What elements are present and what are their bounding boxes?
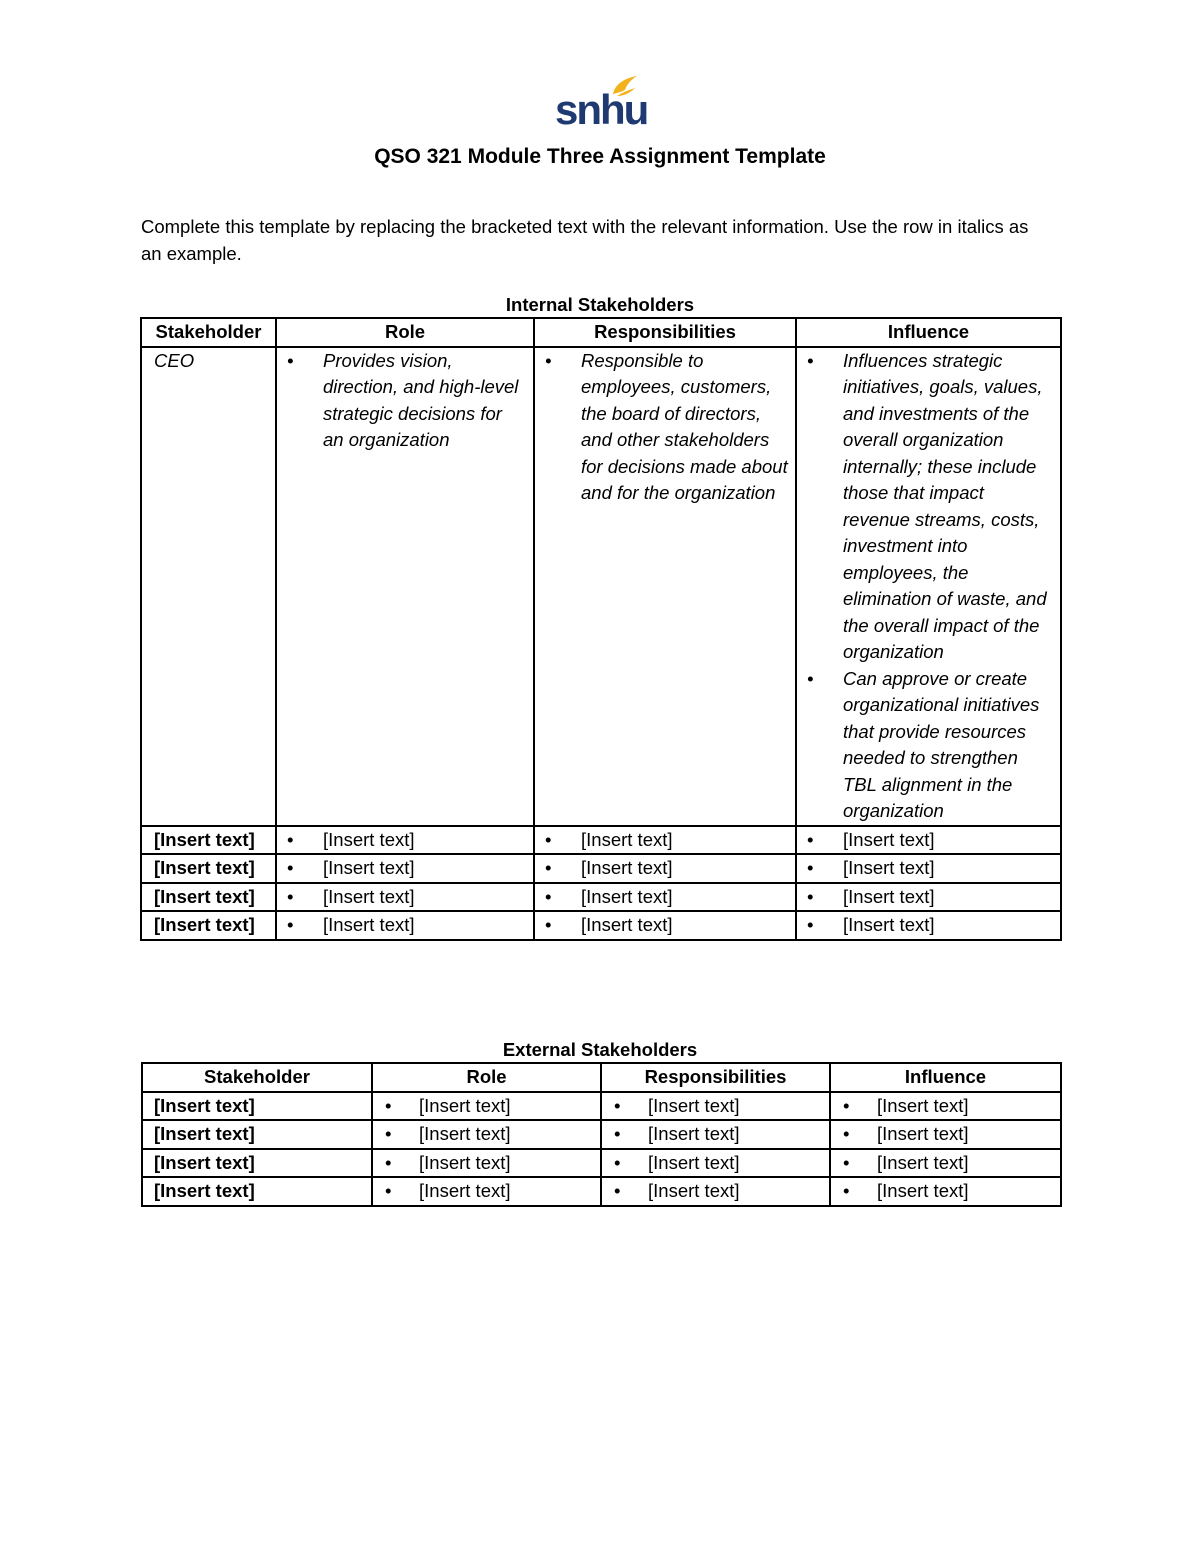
header-stakeholder: Stakeholder	[142, 1063, 372, 1092]
role-cell[interactable]	[276, 826, 534, 855]
example-responsibilities: Responsible to employees, customers, the board of directors, and other stakeholders for decisions made about and for the organization	[581, 349, 788, 503]
influence-text: [Insert text]	[843, 885, 935, 907]
influence-text: [Insert text]	[877, 1180, 969, 1201]
responsibilities-cell[interactable]	[534, 911, 796, 940]
header-influence: Influence	[796, 318, 1061, 347]
stakeholder-cell[interactable]: [Insert text]	[141, 854, 276, 883]
example-role-cell[interactable]	[276, 347, 534, 826]
external-table-caption: External Stakeholders	[502, 1039, 698, 1060]
bullet-icon: •	[843, 1180, 850, 1201]
influence-cell[interactable]	[830, 1149, 1061, 1178]
role-text: [Insert text]	[323, 857, 415, 878]
example-row	[141, 347, 1061, 826]
role-cell[interactable]	[276, 854, 534, 883]
stakeholder-cell[interactable]: [Insert text]	[141, 826, 276, 855]
bullet-icon: •	[614, 1094, 621, 1116]
influence-text: [Insert text]	[843, 914, 935, 935]
table-row	[141, 883, 1061, 912]
bullet-icon: •	[807, 914, 814, 935]
table-header-row	[142, 1063, 1061, 1092]
header-influence: Influence	[830, 1063, 1061, 1092]
table-row	[142, 1149, 1061, 1178]
table-row	[142, 1120, 1061, 1149]
internal-stakeholders-table	[140, 317, 1062, 941]
bullet-icon: •	[614, 1123, 621, 1144]
role-text: [Insert text]	[419, 1180, 511, 1201]
responsibilities-cell[interactable]	[534, 854, 796, 883]
role-cell[interactable]	[276, 883, 534, 912]
bullet-icon: •	[807, 828, 814, 850]
bullet-icon: •	[807, 885, 814, 907]
responsibilities-text: [Insert text]	[648, 1094, 740, 1116]
responsibilities-cell[interactable]	[601, 1177, 830, 1206]
header-role: Role	[372, 1063, 601, 1092]
bullet-icon: •	[614, 1180, 621, 1201]
bullet-icon: •	[287, 914, 294, 935]
bullet-icon: •	[385, 1094, 392, 1116]
role-text: [Insert text]	[323, 914, 415, 935]
influence-cell[interactable]	[796, 854, 1061, 883]
bullet-icon: •	[385, 1180, 392, 1201]
bullet-icon: •	[843, 1123, 850, 1144]
responsibilities-cell[interactable]	[601, 1149, 830, 1178]
header-responsibilities: Responsibilities	[534, 318, 796, 347]
responsibilities-text: [Insert text]	[581, 885, 673, 907]
responsibilities-cell[interactable]	[534, 826, 796, 855]
bullet-icon: •	[545, 857, 552, 878]
table-row	[141, 854, 1061, 883]
responsibilities-text: [Insert text]	[648, 1180, 740, 1201]
example-influence-cell[interactable]	[796, 347, 1061, 826]
example-influence-1: Influences strategic initiatives, goals, values, and investments of the overall organization internally; these include those that impact revenue streams, costs, investment into employees, the elimination of waste, and the overall impact of the organization	[843, 349, 1047, 662]
bullet-icon: •	[287, 885, 294, 907]
bullet-icon: •	[287, 349, 294, 371]
header-responsibilities: Responsibilities	[601, 1063, 830, 1092]
stakeholder-cell[interactable]: [Insert text]	[142, 1177, 372, 1206]
bullet-icon: •	[385, 1123, 392, 1144]
stakeholder-cell[interactable]: [Insert text]	[141, 883, 276, 912]
influence-cell[interactable]	[796, 883, 1061, 912]
influence-text: [Insert text]	[877, 1123, 969, 1144]
bullet-icon: •	[807, 349, 814, 371]
role-text: [Insert text]	[419, 1123, 511, 1144]
bullet-icon: •	[287, 828, 294, 850]
example-influence-2: Can approve or create organizational initiatives that provide resources needed to strengthen TBL alignment in the organization	[843, 667, 1040, 821]
role-text: [Insert text]	[419, 1094, 511, 1116]
bullet-icon: •	[287, 857, 294, 878]
influence-cell[interactable]	[796, 911, 1061, 940]
influence-text: [Insert text]	[843, 828, 935, 850]
snhu-logo	[555, 72, 648, 134]
table-row	[141, 911, 1061, 940]
stakeholder-cell[interactable]: [Insert text]	[141, 911, 276, 940]
bullet-icon: •	[545, 828, 552, 850]
role-cell[interactable]	[372, 1120, 601, 1149]
table-header-row	[141, 318, 1061, 347]
table-row	[142, 1177, 1061, 1206]
responsibilities-text: [Insert text]	[581, 914, 673, 935]
table-row	[142, 1092, 1061, 1121]
bullet-icon: •	[807, 667, 814, 689]
influence-cell[interactable]	[796, 826, 1061, 855]
header-role: Role	[276, 318, 534, 347]
external-stakeholders-table	[141, 1062, 1062, 1207]
influence-text: [Insert text]	[877, 1151, 969, 1173]
stakeholder-cell[interactable]: [Insert text]	[142, 1120, 372, 1149]
bullet-icon: •	[614, 1151, 621, 1173]
logo-wordmark: snhu	[555, 86, 648, 133]
bullet-icon: •	[843, 1094, 850, 1116]
influence-text: [Insert text]	[877, 1094, 969, 1116]
responsibilities-cell[interactable]	[601, 1120, 830, 1149]
page-title: QSO 321 Module Three Assignment Template	[374, 145, 826, 168]
responsibilities-cell[interactable]	[534, 883, 796, 912]
bullet-icon: •	[843, 1151, 850, 1173]
responsibilities-cell[interactable]	[601, 1092, 830, 1121]
role-text: [Insert text]	[323, 828, 415, 850]
role-cell[interactable]	[372, 1092, 601, 1121]
influence-text: [Insert text]	[843, 857, 935, 878]
influence-cell[interactable]	[830, 1120, 1061, 1149]
header-stakeholder: Stakeholder	[141, 318, 276, 347]
responsibilities-text: [Insert text]	[581, 828, 673, 850]
bullet-icon: •	[545, 885, 552, 907]
role-text: [Insert text]	[323, 885, 415, 907]
role-text: [Insert text]	[419, 1151, 511, 1173]
stakeholder-cell[interactable]: [Insert text]	[142, 1092, 372, 1121]
example-responsibilities-cell[interactable]	[534, 347, 796, 826]
influence-cell[interactable]	[830, 1177, 1061, 1206]
responsibilities-text: [Insert text]	[581, 857, 673, 878]
bullet-icon: •	[385, 1151, 392, 1173]
role-cell[interactable]	[372, 1177, 601, 1206]
influence-cell[interactable]	[830, 1092, 1061, 1121]
bullet-icon: •	[545, 349, 552, 371]
table-row	[141, 826, 1061, 855]
responsibilities-text: [Insert text]	[648, 1123, 740, 1144]
role-cell[interactable]	[372, 1149, 601, 1178]
stakeholder-cell[interactable]: [Insert text]	[142, 1149, 372, 1178]
role-cell[interactable]	[276, 911, 534, 940]
example-role: Provides vision, direction, and high-level strategic decisions for an organization	[323, 349, 519, 450]
internal-table-caption: Internal Stakeholders	[505, 294, 695, 315]
instructions-paragraph: Complete this template by replacing the bracketed text with the relevant information. Use the row in italics as an example.	[141, 216, 1029, 264]
responsibilities-text: [Insert text]	[648, 1151, 740, 1173]
bullet-icon: •	[807, 857, 814, 878]
bullet-icon: •	[545, 914, 552, 935]
example-stakeholder[interactable]: CEO	[141, 347, 276, 826]
